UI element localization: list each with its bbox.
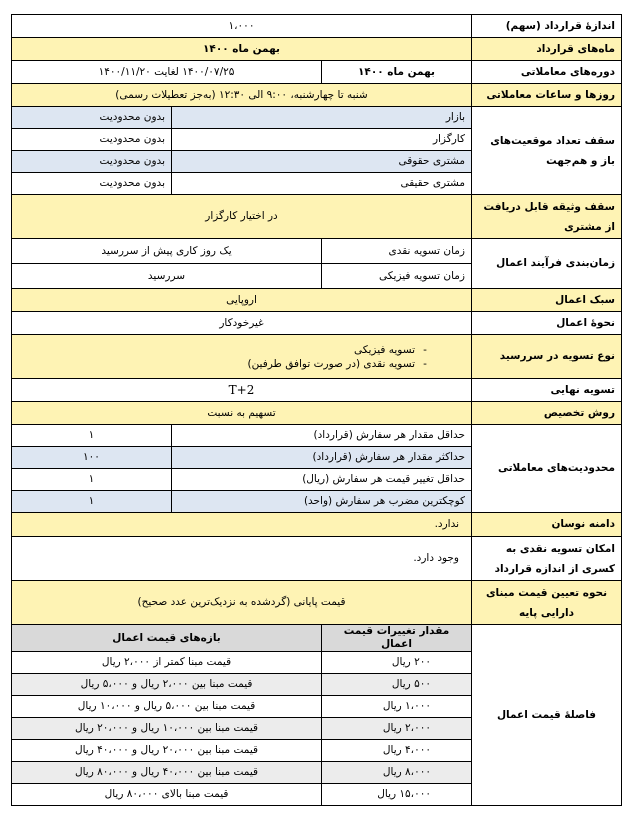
cash-settlement-label: امکان تسویه نقدی به کسری از اندازه قرارداد — [472, 537, 622, 581]
exercise-timing-name: زمان تسویه نقدی — [322, 239, 472, 264]
row-contract-months — [12, 38, 622, 61]
collateral-label: سقف وثیقه قابل دریافت از مشتری — [472, 195, 622, 239]
allocation-label: روش تخصیص — [472, 402, 622, 425]
exercise-method-label: نحوهٔ اعمال — [472, 312, 622, 335]
tick-range-value: قیمت مبنا بین ۵،۰۰۰ ریال و ۱۰،۰۰۰ ریال — [12, 696, 322, 718]
row-price-range — [12, 513, 622, 537]
settlement-type-item: -تسویه فیزیکی — [18, 343, 435, 357]
settlement-type-list — [12, 335, 472, 379]
allocation-value: تسهیم به نسبت — [12, 402, 472, 425]
trading-limit-value: ۱ — [12, 491, 172, 513]
trading-periods-label: دوره‌های معاملاتی — [472, 61, 622, 84]
tick-range-header: بازه‌های قیمت اعمال — [12, 625, 322, 652]
trading-limit-name: کوچکترین مضرب هر سفارش (واحد) — [172, 491, 472, 513]
dash-bullet: - — [423, 343, 427, 356]
row-trading-limit — [12, 425, 622, 447]
trading-limit-name: حداکثر مقدار هر سفارش (قرارداد) — [172, 447, 472, 469]
trading-days-value: شنبه تا چهارشنبه، ۹:۰۰ الی ۱۲:۳۰ (به‌جز تعطیلات رسمی) — [12, 84, 472, 107]
position-limits-label: سقف تعداد موقعیت‌های باز و هم‌جهت — [472, 107, 622, 195]
trading-limit-value: ۱ — [12, 425, 172, 447]
tick-change-value: ۱۵،۰۰۰ ریال — [322, 784, 472, 806]
trading-days-label: روزها و ساعات معاملاتی — [472, 84, 622, 107]
tick-range-value: قیمت مبنا بالای ۸۰،۰۰۰ ریال — [12, 784, 322, 806]
row-base-price — [12, 581, 622, 625]
row-final-settlement — [12, 379, 622, 402]
tick-range-value: قیمت مبنا بین ۱۰،۰۰۰ ریال و ۲۰،۰۰۰ ریال — [12, 718, 322, 740]
trading-limit-value: ۱ — [12, 469, 172, 491]
final-settlement-value: T+2 — [12, 379, 472, 402]
row-exercise-timing — [12, 239, 622, 264]
row-exercise-method — [12, 312, 622, 335]
price-range-value: ندارد. — [12, 513, 472, 537]
tick-range-value: قیمت مبنا بین ۲،۰۰۰ ریال و ۵،۰۰۰ ریال — [12, 674, 322, 696]
tick-change-value: ۴،۰۰۰ ریال — [322, 740, 472, 762]
row-position-limit — [12, 107, 622, 129]
settlement-type-label: نوع تسویه در سررسید — [472, 335, 622, 379]
contract-size-label: اندازهٔ قرارداد (سهم) — [472, 15, 622, 38]
row-trading-days — [12, 84, 622, 107]
base-price-label: نحوه تعیین قیمت مبنای دارایی پایه — [472, 581, 622, 625]
row-tick-interval-header — [12, 625, 622, 652]
contract-spec-document — [11, 14, 621, 819]
contract-months-value: بهمن ماه ۱۴۰۰ — [12, 38, 472, 61]
tick-range-value: قیمت مبنا بین ۴۰،۰۰۰ ریال و ۸۰،۰۰۰ ریال — [12, 762, 322, 784]
final-settlement-label: تسویه نهایی — [472, 379, 622, 402]
trading-limit-value: ۱۰۰ — [12, 447, 172, 469]
tick-change-value: ۸،۰۰۰ ریال — [322, 762, 472, 784]
contract-months-label: ماه‌های قرارداد — [472, 38, 622, 61]
dash-bullet: - — [423, 357, 427, 370]
row-collateral — [12, 195, 622, 239]
position-limit-name: بازار — [172, 107, 472, 129]
tick-change-header: مقدار تغییرات قیمت اعمال — [322, 625, 472, 652]
contract-size-value: ۱،۰۰۰ — [12, 15, 472, 38]
exercise-style-value: اروپایی — [12, 289, 472, 312]
row-contract-size — [12, 15, 622, 38]
trading-limits-label: محدودیت‌های معاملاتی — [472, 425, 622, 513]
position-limit-name: مشتری حقیقی — [172, 173, 472, 195]
exercise-timing-value: یک روز کاری پیش از سررسید — [12, 239, 322, 264]
tick-range-value: قیمت مبنا بین ۲۰،۰۰۰ ریال و ۴۰،۰۰۰ ریال — [12, 740, 322, 762]
position-limit-value: بدون محدودیت — [12, 129, 172, 151]
row-exercise-style — [12, 289, 622, 312]
trading-limit-name: حداقل مقدار هر سفارش (قرارداد) — [172, 425, 472, 447]
position-limit-value: بدون محدودیت — [12, 107, 172, 129]
tick-change-value: ۲۰۰ ریال — [322, 652, 472, 674]
tick-range-value: قیمت مبنا کمتر از ۲،۰۰۰ ریال — [12, 652, 322, 674]
exercise-method-value: غیرخودکار — [12, 312, 472, 335]
exercise-style-label: سبک اعمال — [472, 289, 622, 312]
collateral-value: در اختیار کارگزار — [12, 195, 472, 239]
exercise-timing-value: سررسید — [12, 264, 322, 289]
row-allocation — [12, 402, 622, 425]
contract-spec-table — [11, 14, 622, 806]
price-range-label: دامنه نوسان — [472, 513, 622, 537]
trading-periods-range: ۱۴۰۰/۰۷/۲۵ لغایت ۱۴۰۰/۱۱/۲۰ — [12, 61, 322, 84]
base-price-value: قیمت پایانی (گردشده به نزدیک‌ترین عدد صحیح) — [12, 581, 472, 625]
position-limit-name: مشتری حقوقی — [172, 151, 472, 173]
tick-change-value: ۵۰۰ ریال — [322, 674, 472, 696]
cash-settlement-value: وجود دارد. — [12, 537, 472, 581]
trading-periods-month: بهمن ماه ۱۴۰۰ — [322, 61, 472, 84]
position-limit-value: بدون محدودیت — [12, 173, 172, 195]
position-limit-name: کارگزار — [172, 129, 472, 151]
tick-interval-label: فاصلهٔ قیمت اعمال — [472, 625, 622, 806]
tick-change-value: ۱،۰۰۰ ریال — [322, 696, 472, 718]
exercise-timing-name: زمان تسویه فیزیکی — [322, 264, 472, 289]
position-limit-value: بدون محدودیت — [12, 151, 172, 173]
row-cash-settlement — [12, 537, 622, 581]
settlement-type-item: -تسویه نقدی (در صورت توافق طرفین) — [18, 357, 435, 371]
exercise-timing-label: زمان‌بندی فرآیند اعمال — [472, 239, 622, 289]
row-trading-periods — [12, 61, 622, 84]
row-settlement-type — [12, 335, 622, 379]
trading-limit-name: حداقل تغییر قیمت هر سفارش (ریال) — [172, 469, 472, 491]
tick-change-value: ۲،۰۰۰ ریال — [322, 718, 472, 740]
